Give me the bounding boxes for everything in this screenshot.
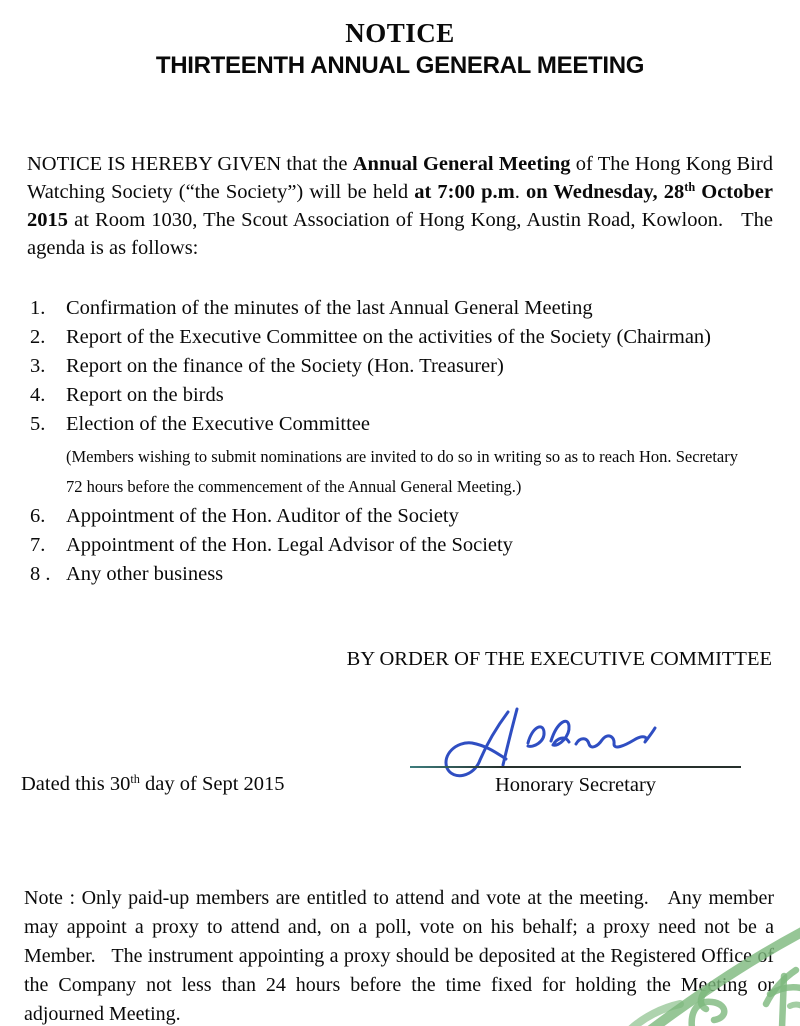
intro-paragraph: NOTICE IS HEREBY GIVEN that the Annual General Meeting of The Hong Kong Bird Watching Society (“the Society”) will be held at 7:00 p.m. on Wednesday, 28th October 2015 at Room 1030, The Scout Association of Hong Kong, Austin Road, Kowloon. The agenda is as follows: xyxy=(27,153,773,259)
agenda-item-text: Appointment of the Hon. Auditor of the Society xyxy=(66,505,459,527)
signature-line xyxy=(410,766,741,768)
agenda-item xyxy=(30,294,772,323)
agenda-item-text: Confirmation of the minutes of the last Annual General Meeting xyxy=(66,297,593,319)
agenda-item xyxy=(30,531,772,560)
agenda-item-number: 3. xyxy=(30,355,46,377)
agenda-item-5-note: (Members wishing to submit nominations are invited to do so in writing so as to reach Hon. Secretary 72 hours before the commencement of the Annual General Meeting.) xyxy=(66,447,738,496)
meeting-title: THIRTEENTH ANNUAL GENERAL MEETING xyxy=(155,52,645,79)
agenda-item-text: Any other business xyxy=(66,563,224,585)
agenda-item xyxy=(30,381,772,410)
agenda-item-number: 1. xyxy=(30,297,46,319)
agenda-item xyxy=(30,323,772,352)
agenda-item-number: 2. xyxy=(30,326,46,348)
notice-title: NOTICE xyxy=(345,18,455,48)
society-seal-watermark-icon xyxy=(596,858,800,1026)
agenda-item-text: Election of the Executive Committee xyxy=(66,413,370,435)
agenda-item-text: Report of the Executive Committee on the activities of the Society (Chairman) xyxy=(66,326,711,348)
agenda-item xyxy=(30,502,772,531)
agenda-item xyxy=(30,560,772,589)
agenda-list xyxy=(30,294,772,589)
agenda-item-number: 6. xyxy=(30,505,46,527)
footer-note: Note : Only paid-up members are entitled to attend and vote at the meeting. Any member may appoint a proxy to attend and, on a poll, vote on his behalf; a proxy need not be a Member. The instrument appointing a proxy should be deposited at the Registered Office of the Company not less than 24 hours before the time fixed for holding the Meeting or adjourned Meeting. xyxy=(24,887,774,1025)
agenda-item-text: Report on the birds xyxy=(66,384,224,406)
agenda-item xyxy=(30,410,772,439)
by-order-line: BY ORDER OF THE EXECUTIVE COMMITTEE xyxy=(346,648,772,670)
agenda-item-number: 4. xyxy=(30,384,46,406)
agenda-item-number: 8 . xyxy=(30,563,51,585)
dated-line: Dated this 30th day of Sept 2015 xyxy=(21,772,285,795)
agenda-item-text: Report on the finance of the Society (Hon. Treasurer) xyxy=(66,355,504,377)
agenda-item-text: Appointment of the Hon. Legal Advisor of the Society xyxy=(66,534,513,556)
signature-role-label: Honorary Secretary xyxy=(494,774,657,796)
agenda-item xyxy=(30,352,772,381)
agenda-item-number: 7. xyxy=(30,534,46,556)
agenda-item-number: 5. xyxy=(30,413,46,435)
